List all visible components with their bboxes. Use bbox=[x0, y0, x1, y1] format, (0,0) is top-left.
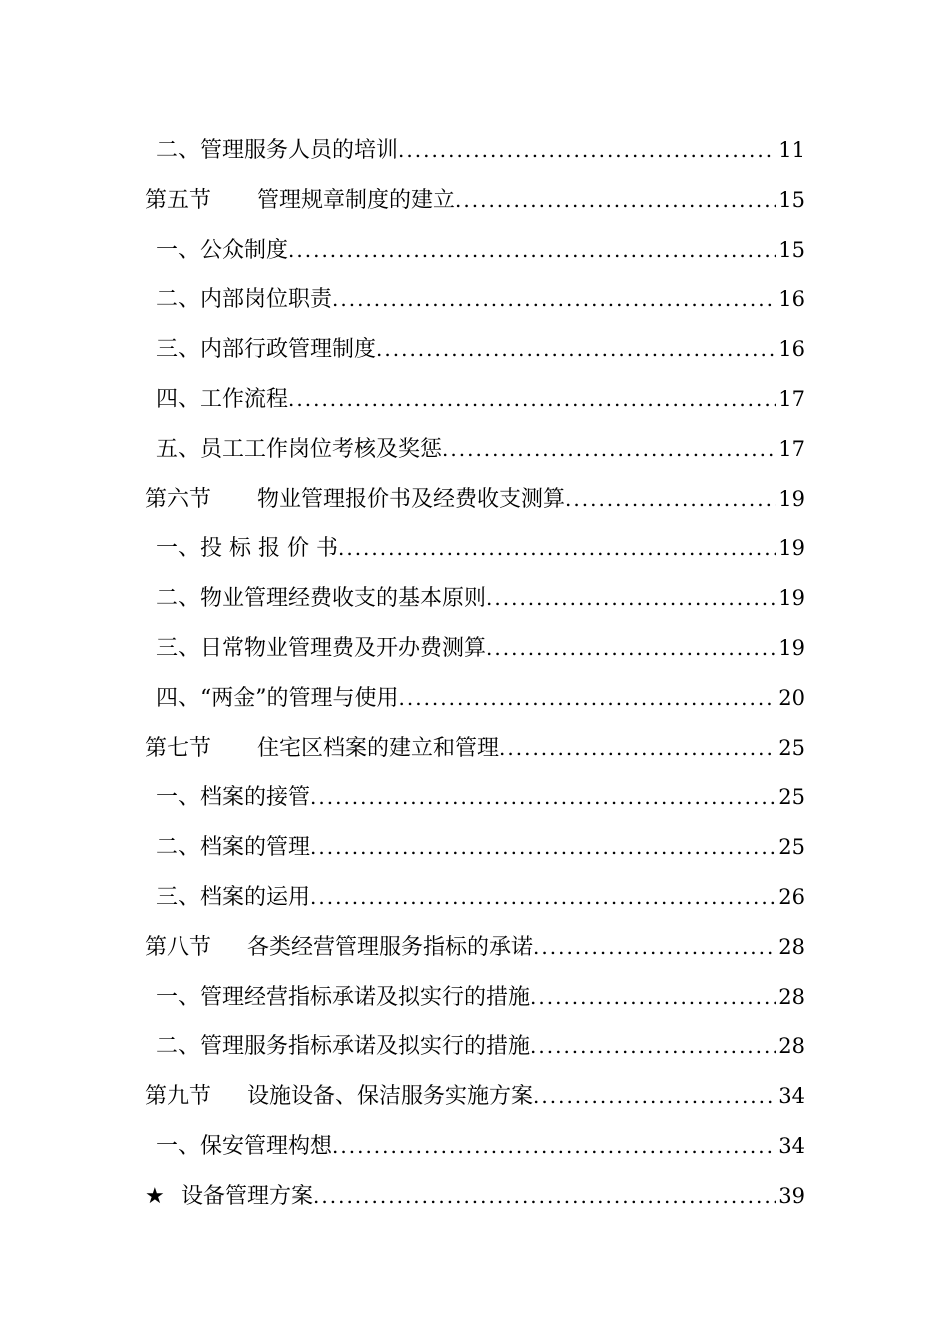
toc-section-label bbox=[145, 923, 533, 973]
toc-entry-title: 二、物业管理经费收支的基本原则 bbox=[156, 586, 487, 612]
dot-leader bbox=[530, 1022, 776, 1072]
toc-page-number: 25 bbox=[778, 785, 805, 810]
toc-page-number: 26 bbox=[778, 884, 805, 909]
toc-section-label bbox=[145, 724, 499, 774]
toc-entry[interactable] bbox=[145, 375, 805, 425]
dot-leader bbox=[332, 275, 776, 325]
toc-section-entry[interactable] bbox=[145, 1072, 805, 1122]
toc-entry[interactable] bbox=[145, 524, 805, 574]
dot-leader bbox=[499, 724, 776, 774]
toc-entry[interactable] bbox=[145, 275, 805, 325]
toc-entry[interactable] bbox=[145, 823, 805, 873]
section-title: 管理规章制度的建立 bbox=[257, 187, 456, 213]
toc-entry[interactable] bbox=[145, 873, 805, 923]
toc-page-number: 34 bbox=[778, 1084, 805, 1109]
toc-page-number: 19 bbox=[778, 635, 805, 660]
toc-page-number: 19 bbox=[778, 536, 805, 561]
toc-entry-title: 二、内部岗位职责 bbox=[156, 287, 333, 313]
dot-leader bbox=[533, 1072, 776, 1122]
toc-page-number: 19 bbox=[778, 486, 805, 511]
toc-entry[interactable] bbox=[145, 1122, 805, 1172]
dot-leader bbox=[442, 425, 776, 475]
section-title: 物业管理报价书及经费收支测算 bbox=[257, 486, 566, 512]
dot-leader bbox=[533, 923, 776, 973]
toc-entry-title: 二、管理服务指标承诺及拟实行的措施 bbox=[156, 1034, 531, 1060]
toc-star-entry[interactable] bbox=[145, 1172, 805, 1222]
toc-entry[interactable] bbox=[145, 624, 805, 674]
section-title: 设施设备、保洁服务实施方案 bbox=[247, 1084, 534, 1110]
dot-leader bbox=[455, 176, 776, 226]
toc-entry-title: 三、内部行政管理制度 bbox=[156, 337, 377, 363]
dot-leader bbox=[486, 574, 776, 624]
toc-entry[interactable] bbox=[145, 226, 805, 276]
toc-entry[interactable] bbox=[145, 973, 805, 1023]
toc-page-number: 17 bbox=[778, 436, 805, 461]
dot-leader bbox=[288, 226, 776, 276]
dot-leader bbox=[310, 823, 776, 873]
toc-entry-title: 四、“两金”的管理与使用 bbox=[156, 685, 399, 711]
toc-page-number: 34 bbox=[778, 1133, 805, 1158]
toc-page-number: 28 bbox=[778, 934, 805, 959]
toc-page-number: 19 bbox=[778, 586, 805, 611]
toc-section-label bbox=[145, 176, 455, 226]
section-number: 第五节 bbox=[145, 187, 212, 213]
toc-page-number: 25 bbox=[778, 735, 805, 760]
toc-entry-title: 一、档案的接管 bbox=[156, 785, 311, 811]
toc-page-number: 15 bbox=[778, 237, 805, 262]
dot-leader bbox=[530, 973, 776, 1023]
dot-leader bbox=[313, 1172, 776, 1222]
toc-section-entry[interactable] bbox=[145, 724, 805, 774]
toc-entry-title: 四、工作流程 bbox=[156, 386, 289, 412]
dot-leader bbox=[288, 375, 776, 425]
toc-entry-title: 五、员工工作岗位考核及奖惩 bbox=[156, 436, 443, 462]
table-of-contents bbox=[145, 126, 805, 1222]
toc-entry-title: 设备管理方案 bbox=[181, 1183, 314, 1209]
toc-entry-title: 一、投 标 报 价 书 bbox=[156, 536, 338, 562]
dot-leader bbox=[398, 126, 776, 176]
toc-page-number: 25 bbox=[778, 835, 805, 860]
toc-entry-title: 二、档案的管理 bbox=[156, 835, 311, 861]
toc-entry[interactable] bbox=[145, 773, 805, 823]
dot-leader bbox=[486, 624, 776, 674]
toc-page-number: 11 bbox=[778, 138, 805, 162]
toc-entry[interactable] bbox=[145, 325, 805, 375]
toc-star-label bbox=[145, 1172, 313, 1222]
section-number: 第九节 bbox=[145, 1084, 212, 1110]
dot-leader bbox=[565, 475, 776, 525]
star-icon: ★ bbox=[145, 1183, 165, 1209]
section-title: 住宅区档案的建立和管理 bbox=[257, 735, 500, 761]
toc-entry-title: 一、管理经营指标承诺及拟实行的措施 bbox=[156, 984, 531, 1010]
toc-page-number: 17 bbox=[778, 386, 805, 411]
dot-leader bbox=[310, 873, 776, 923]
toc-entry-title: 一、公众制度 bbox=[156, 237, 289, 263]
toc-page-number: 28 bbox=[778, 1034, 805, 1059]
dot-leader bbox=[338, 524, 776, 574]
dot-leader bbox=[376, 325, 776, 375]
toc-entry-title: 一、保安管理构想 bbox=[156, 1133, 333, 1159]
toc-page-number: 28 bbox=[778, 984, 805, 1009]
toc-page-number: 39 bbox=[778, 1183, 805, 1208]
section-title: 各类经营管理服务指标的承诺 bbox=[247, 934, 534, 960]
toc-page-number: 20 bbox=[778, 685, 805, 710]
toc-entry[interactable] bbox=[145, 574, 805, 624]
toc-page-number: 16 bbox=[778, 337, 805, 362]
toc-section-label bbox=[145, 475, 565, 525]
toc-entry[interactable] bbox=[145, 126, 805, 176]
section-number: 第八节 bbox=[145, 934, 212, 960]
toc-page-number: 16 bbox=[778, 287, 805, 312]
toc-entry[interactable] bbox=[145, 674, 805, 724]
toc-entry-title: 二、管理服务人员的培训 bbox=[156, 138, 399, 163]
dot-leader bbox=[332, 1122, 776, 1172]
section-number: 第六节 bbox=[145, 486, 212, 512]
dot-leader bbox=[399, 674, 777, 724]
toc-section-label bbox=[145, 1072, 533, 1122]
toc-section-entry[interactable] bbox=[145, 475, 805, 525]
toc-entry[interactable] bbox=[145, 1022, 805, 1072]
toc-entry-title: 三、日常物业管理费及开办费测算 bbox=[156, 635, 487, 661]
toc-page-number: 15 bbox=[778, 187, 805, 212]
toc-section-entry[interactable] bbox=[145, 923, 805, 973]
section-number: 第七节 bbox=[145, 735, 212, 761]
toc-entry-title: 三、档案的运用 bbox=[156, 884, 311, 910]
toc-entry[interactable] bbox=[145, 425, 805, 475]
toc-section-entry[interactable] bbox=[145, 176, 805, 226]
dot-leader bbox=[310, 773, 776, 823]
